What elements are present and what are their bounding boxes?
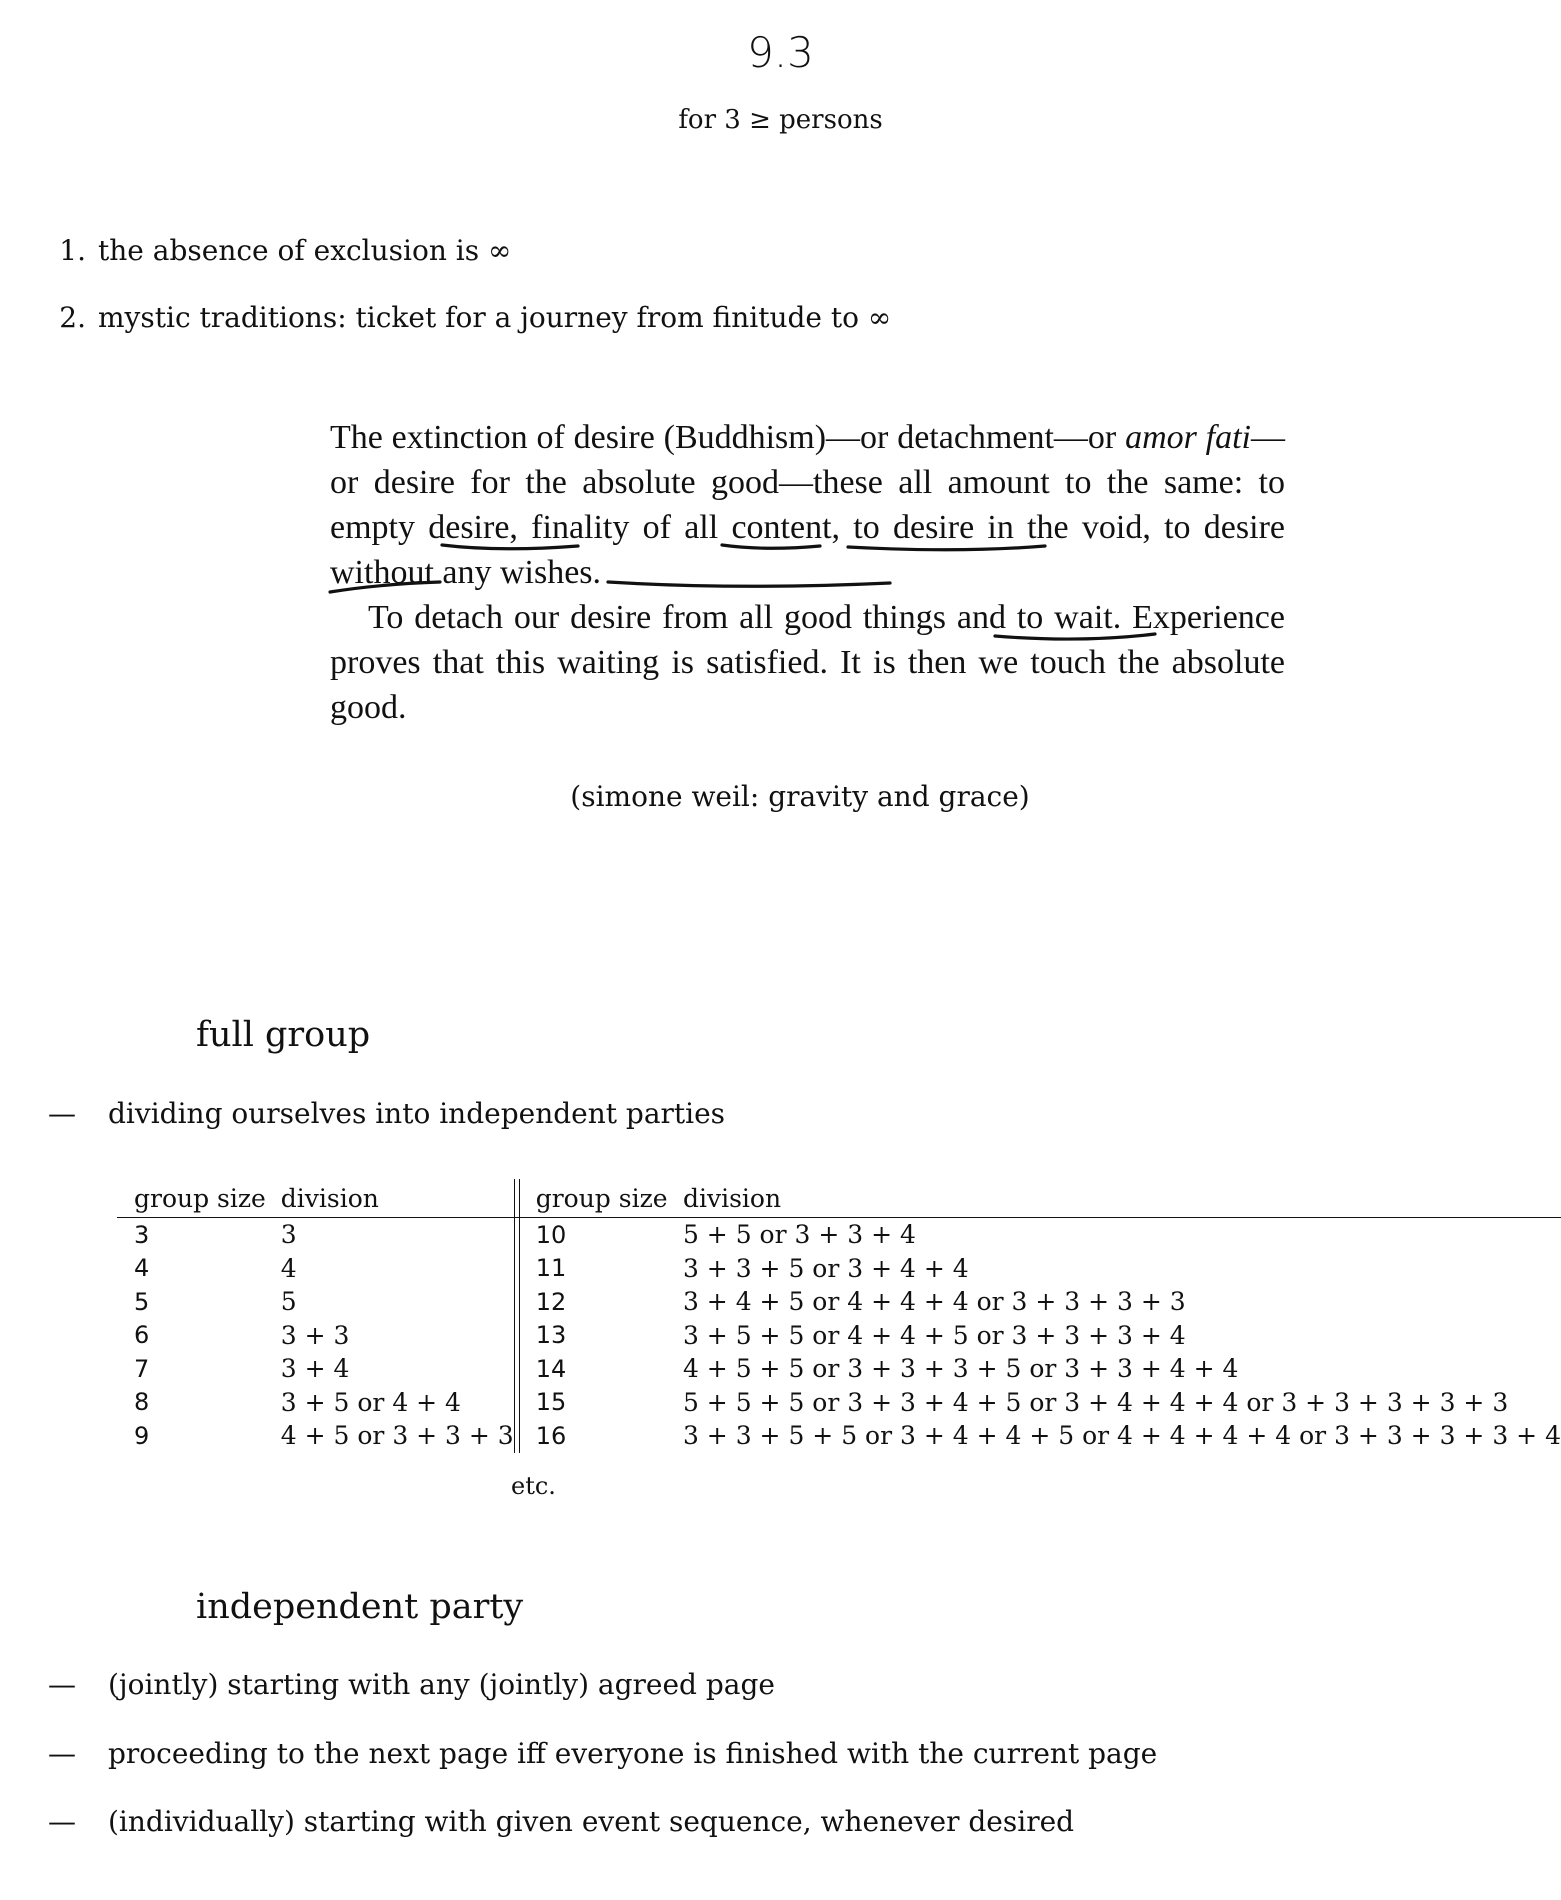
table-cell: 3 + 5 + 5 or 4 + 4 + 5 or 3 + 3 + 3 + 4 bbox=[682, 1320, 1186, 1350]
column-header: group size bbox=[134, 1183, 266, 1213]
quote-paragraph: To detach our desire from all good things and to wait. Experience proves that this waiting is satisfied. It is then we touch the absolute good. bbox=[330, 599, 1285, 726]
quote-italic-text: amor fati bbox=[1125, 419, 1252, 456]
quote-text: The extinction of desire (Buddhism)—or detachment—or bbox=[330, 419, 1126, 456]
table-cell: 10 bbox=[535, 1220, 567, 1249]
table-cell: 3 bbox=[280, 1220, 297, 1250]
table-cell: 3 + 3 bbox=[280, 1320, 350, 1350]
page-title: 9.3 bbox=[747, 28, 814, 77]
table-row bbox=[117, 1252, 1561, 1286]
page-subtitle: for 3 ≥ persons bbox=[678, 105, 883, 135]
table-cell: 4 + 5 + 5 or 3 + 3 + 3 + 5 or 3 + 3 + 4 + 4 bbox=[682, 1354, 1239, 1384]
section-heading-independent-party: independent party bbox=[196, 1587, 524, 1627]
table-cell: 4 bbox=[134, 1254, 150, 1283]
column-header: division bbox=[280, 1183, 379, 1213]
list-item bbox=[43, 234, 511, 267]
table-cell: 3 bbox=[134, 1220, 150, 1249]
table-etc-note: etc. bbox=[511, 1472, 556, 1500]
table-cell: 5 bbox=[280, 1287, 297, 1317]
dash-item bbox=[48, 1097, 726, 1130]
table-cell: 7 bbox=[134, 1354, 150, 1383]
dash-mark: — bbox=[48, 1668, 76, 1701]
table-cell: 5 bbox=[134, 1287, 150, 1316]
dash-item bbox=[48, 1805, 1075, 1838]
table-cell: 9 bbox=[134, 1421, 150, 1450]
table-header-row bbox=[117, 1179, 1561, 1218]
table-cell: 8 bbox=[134, 1388, 150, 1417]
table-cell: 3 + 5 or 4 + 4 bbox=[280, 1387, 461, 1417]
list-item-number: 1. bbox=[59, 234, 86, 267]
table-row bbox=[117, 1352, 1561, 1386]
table-cell: 6 bbox=[134, 1321, 150, 1350]
table-cell: 3 + 4 + 5 or 4 + 4 + 4 or 3 + 3 + 3 + 3 bbox=[682, 1287, 1186, 1317]
quotation-block bbox=[330, 415, 1285, 730]
dash-mark: — bbox=[48, 1097, 76, 1130]
table-cell: 4 bbox=[280, 1253, 297, 1283]
dash-item bbox=[48, 1668, 775, 1701]
quote-paragraph bbox=[330, 415, 1285, 595]
group-division-table bbox=[117, 1179, 1561, 1453]
dash-mark: — bbox=[48, 1805, 76, 1838]
table-cell: 13 bbox=[535, 1321, 567, 1350]
quote-text: —or desire for the absolute good—these all amount to the same: to empty desire, finality of all content, to desire in the void, to desire without any wishes. bbox=[330, 419, 1286, 591]
table-row bbox=[117, 1419, 1561, 1453]
list-item bbox=[43, 301, 891, 334]
dash-item bbox=[48, 1737, 1158, 1770]
dash-item-text: dividing ourselves into independent parties bbox=[108, 1097, 726, 1130]
table-cell: 3 + 3 + 5 + 5 or 3 + 4 + 4 + 5 or 4 + 4 + 4 + 4 or 3 + 3 + 3 + 3 + 4 bbox=[682, 1421, 1561, 1451]
list-item-number: 2. bbox=[59, 301, 86, 334]
quote-citation: (simone weil: gravity and grace) bbox=[570, 780, 1030, 813]
table-cell: 11 bbox=[535, 1254, 567, 1283]
table-cell: 12 bbox=[535, 1287, 567, 1316]
table-cell: 16 bbox=[535, 1421, 567, 1450]
table-cell: 3 + 4 bbox=[280, 1354, 350, 1384]
table-row bbox=[117, 1285, 1561, 1319]
table-row bbox=[117, 1319, 1561, 1353]
list-item-text: mystic traditions: ticket for a journey from finitude to ∞ bbox=[98, 301, 892, 334]
dash-item-text: (jointly) starting with any (jointly) agreed page bbox=[108, 1668, 775, 1701]
table-row bbox=[117, 1386, 1561, 1420]
dash-mark: — bbox=[48, 1737, 76, 1770]
table-cell: 5 + 5 or 3 + 3 + 4 bbox=[682, 1220, 916, 1250]
dash-item-text: (individually) starting with given event sequence, whenever desired bbox=[108, 1805, 1075, 1838]
column-header: division bbox=[682, 1183, 782, 1213]
dash-item-text: proceeding to the next page iff everyone is finished with the current page bbox=[108, 1737, 1158, 1770]
table-cell: 3 + 3 + 5 or 3 + 4 + 4 bbox=[682, 1253, 969, 1283]
table-cell: 4 + 5 or 3 + 3 + 3 bbox=[280, 1421, 514, 1451]
table-cell: 14 bbox=[535, 1354, 567, 1383]
table-row bbox=[117, 1218, 1561, 1252]
table-cell: 5 + 5 + 5 or 3 + 3 + 4 + 5 or 3 + 4 + 4 + 4 or 3 + 3 + 3 + 3 + 3 bbox=[682, 1387, 1509, 1417]
list-item-text: the absence of exclusion is ∞ bbox=[98, 234, 512, 267]
table-cell: 15 bbox=[535, 1388, 567, 1417]
section-heading-full-group: full group bbox=[196, 1015, 371, 1055]
column-header: group size bbox=[535, 1183, 668, 1213]
